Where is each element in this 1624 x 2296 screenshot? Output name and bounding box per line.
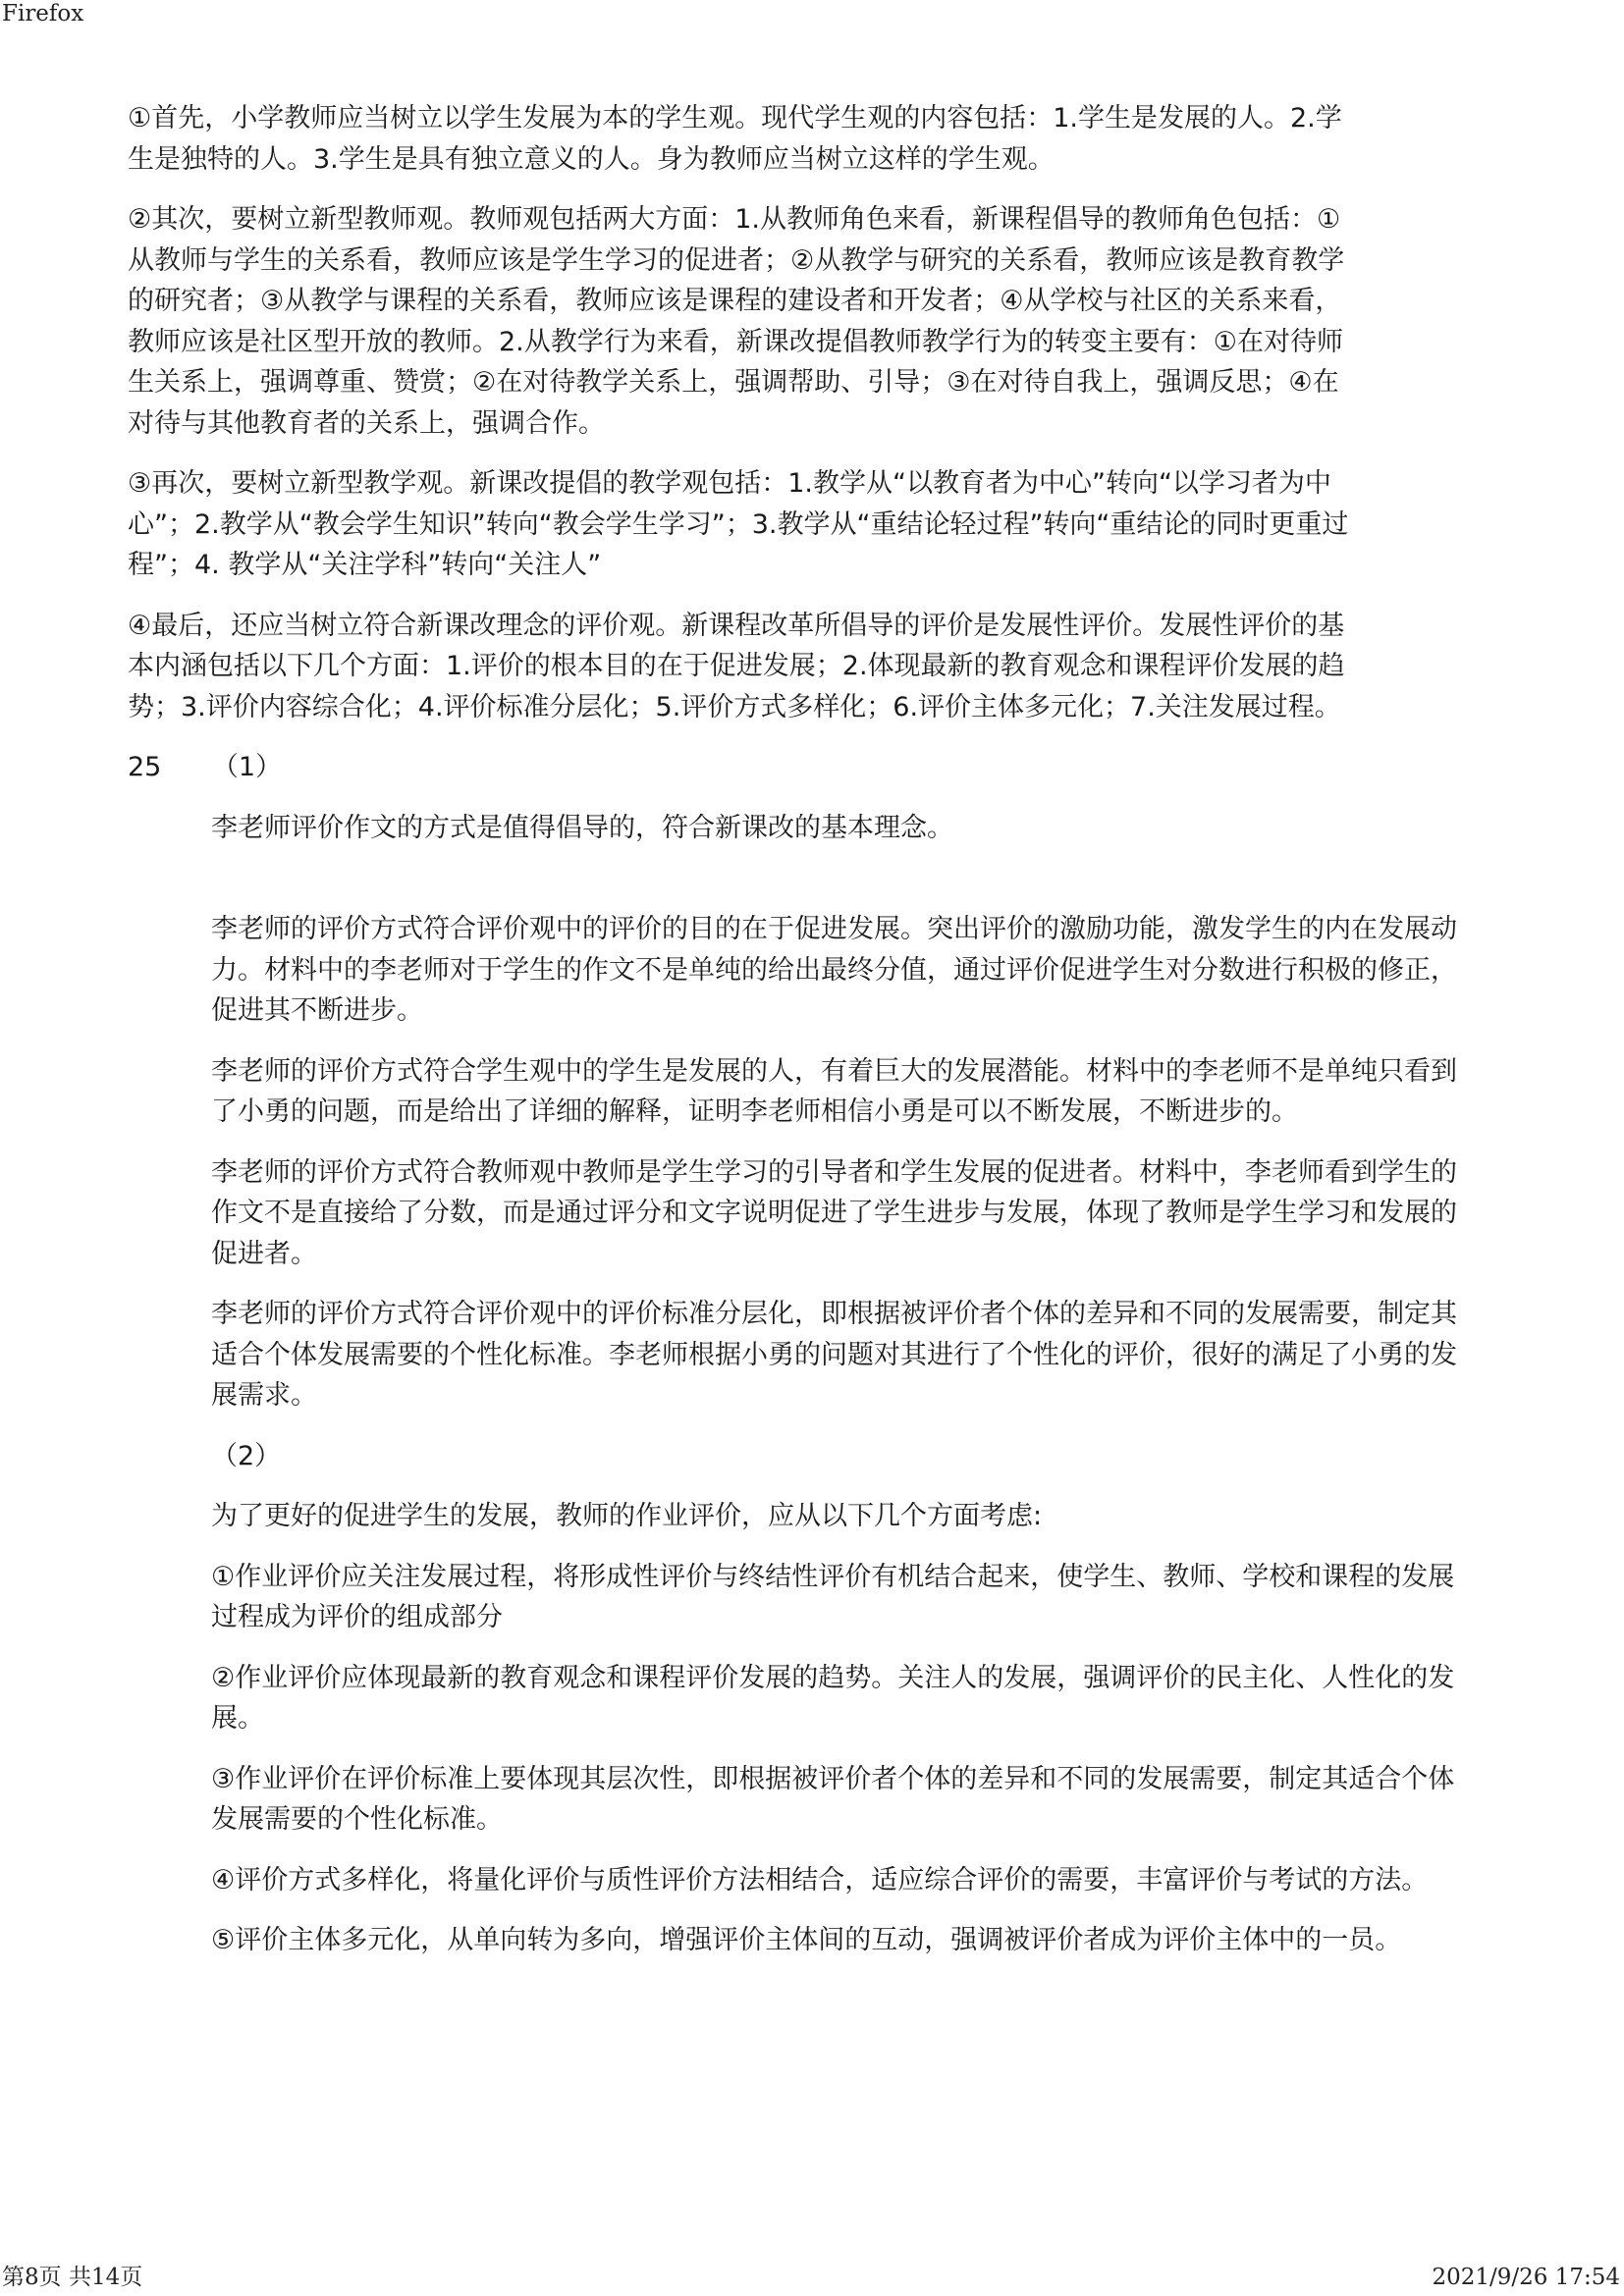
part2-intro: 为了更好的促进学生的发展，教师的作业评价，应从以下几个方面考虑:: [211, 1501, 1043, 1531]
part2-paragraph: ①作业评价应关注发展过程，将形成性评价与终结性评价有机结合起来，使学生、教师、学校和课程的发展过程成为评价的组成部分: [211, 1561, 1455, 1632]
paragraph-evaluation-view: ④最后，还应当树立符合新课改理念的评价观。新课程改革所倡导的评价是发展性评价。发展性评价的基本内涵包括以下几个方面：1.评价的根本目的在于促进发展；2.体现最新的教育观念和课程评价发展的趋势；3.评价内容综合化；4.评价标准分层化；5.评价方式多样化；6.评价主体多元化；7.关注发展过程。: [128, 610, 1345, 722]
paragraph-teaching-view: ③再次，要树立新型教学观。新课改提倡的教学观包括：1.教学从“以教育者为中心”转向“以学习者为中心”；2.教学从“教会学生知识”转向“教会学生学习”；3.教学从“重结论轻过程”转向“重结论的同时更重过程”；4. 教学从“关注学科”转向“关注人”: [128, 468, 1349, 580]
part1-paragraph: 李老师的评价方式符合教师观中教师是学生学习的引导者和学生发展的促进者。材料中，李老师看到学生的作文不是直接给了分数，而是通过评分和文字说明促进了学生进步与发展，体现了教师是学生学习和发展的促进者。: [211, 1156, 1457, 1269]
part2-label: （2）: [211, 1440, 282, 1471]
browser-label: Firefox: [2, 1, 84, 27]
part1-paragraph: 李老师的评价方式符合评价观中的评价的目的在于促进发展。突出评价的激励功能，激发学生的内在发展动力。材料中的李老师对于学生的作文不是单纯的给出最终分值，通过评价促进学生对分数进行积极的修正，促进其不断进步。: [211, 914, 1457, 1026]
part1-paragraph: 李老师的评价方式符合评价观中的评价标准分层化，即根据被评价者个体的差异和不同的发展需要，制定其适合个体发展需要的个性化标准。李老师根据小勇的问题对其进行了个性化的评价，很好的满足了小勇的发展需求。: [211, 1299, 1457, 1411]
document-body: [128, 98, 1463, 1961]
paragraph-teacher-view: ②其次，要树立新型教师观。教师观包括两大方面：1.从教师角色来看，新课程倡导的教师角色包括：①从教师与学生的关系看，教师应该是学生学习的促进者；②从教学与研究的关系看，教师应该是教育教学的研究者；③从教学与课程的关系看，教师应该是课程的建设者和开发者；④从学校与社区的关系来看，教师应该是社区型开放的教师。2.从教学行为来看，新课改提倡教师教学行为的转变主要有：①在对待师生关系上，强调尊重、赞赏；②在对待教学关系上，强调帮助、引导；③在对待自我上，强调反思；④在对待与其他教育者的关系上，强调合作。: [128, 204, 1345, 439]
part2-paragraph: ④评价方式多样化，将量化评价与质性评价方法相结合，适应综合评价的需要，丰富评价与考试的方法。: [211, 1864, 1429, 1896]
part1-label: （1）: [211, 752, 283, 782]
paragraph-student-view: ①首先，小学教师应当树立以学生发展为本的学生观。现代学生观的内容包括：1.学生是发展的人。2.学生是独特的人。3.学生是具有独立意义的人。身为教师应当树立这样的学生观。: [128, 103, 1342, 175]
print-datetime: 2021/9/26 17:54: [1432, 2265, 1620, 2290]
part2-paragraph: ②作业评价应体现最新的教育观念和课程评价发展的趋势。关注人的发展，强调评价的民主化、人性化的发展。: [211, 1662, 1455, 1734]
part2-paragraph: ③作业评价在评价标准上要体现其层次性，即根据被评价者个体的差异和不同的发展需要，制定其适合个体发展需要的个性化标准。: [211, 1763, 1455, 1835]
part2-paragraph: ⑤评价主体多元化，从单向转为多向，增强评价主体间的互动，强调被评价者成为评价主体中的一员。: [211, 1925, 1402, 1955]
page-info: 第8页 共14页: [2, 2265, 143, 2290]
part1-intro: 李老师评价作文的方式是值得倡导的，符合新课改的基本理念。: [211, 812, 953, 843]
question-number: 25: [128, 752, 162, 782]
part1-paragraph: 李老师的评价方式符合学生观中的学生是发展的人，有着巨大的发展潜能。材料中的李老师不是单纯只看到了小勇的问题，而是给出了详细的解释，证明李老师相信小勇是可以不断发展，不断进步的。: [211, 1055, 1457, 1127]
question-heading: [128, 747, 1463, 788]
